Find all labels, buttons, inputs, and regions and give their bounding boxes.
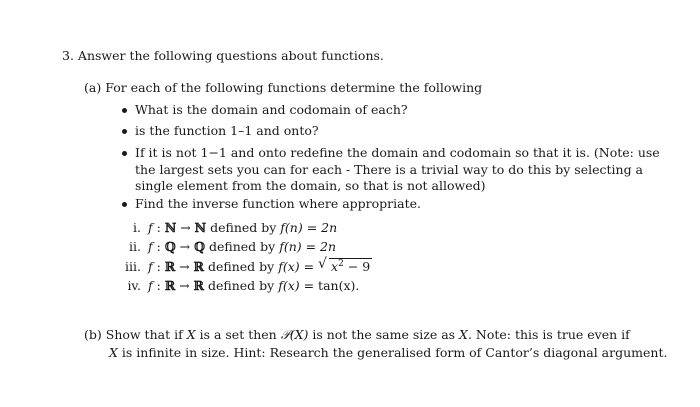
part-b-line-1: (b) Show that if X is a set then 𝒫(X) is not the same size as X. Note: this is true even if [84, 327, 630, 342]
function-numeral: iii. [125, 259, 141, 274]
function-numeral: iv. [127, 278, 141, 293]
bullet-item-continuation: single element from the domain, so that is not allowed) [135, 178, 486, 193]
question-number: 3. [62, 48, 74, 63]
part-b-label: (b) [84, 327, 102, 342]
bullet-item: is the function 1–1 and onto? [135, 123, 319, 138]
question-title: Answer the following questions about functions. [77, 48, 384, 63]
part-a-intro [84, 79, 482, 96]
bullet-icon [122, 108, 127, 113]
bullet-item: If it is not 1−1 and onto redefine the domain and codomain so that it is. (Note: use [135, 145, 660, 160]
function-numeral: ii. [129, 239, 141, 254]
part-a-label: (a) [84, 80, 102, 95]
bullet-icon [122, 202, 127, 207]
part-b-line-2: X is infinite in size. Hint: Research the generalised form of Cantor’s diagonal argument. [109, 345, 668, 360]
part-a-intro-text: For each of the following functions determine the following [105, 80, 483, 95]
bullet-item: Find the inverse function where appropriate. [135, 196, 421, 211]
bullet-icon [122, 129, 127, 134]
question-heading [62, 47, 384, 64]
function-item: f : ℝ → ℝ defined by f(x) = √ $x^2 - 9$ [148, 256, 371, 274]
function-item: f : ℚ → ℚ defined by f(n) = 2n [148, 239, 337, 254]
function-item: f : ℝ → ℝ defined by f(x) = tan(x). [148, 278, 360, 293]
sqrt-symbol: √ $x^2 - 9$ [318, 256, 371, 274]
bullet-icon [122, 151, 127, 156]
function-numeral: i. [133, 220, 141, 235]
bullet-item: What is the domain and codomain of each? [135, 102, 408, 117]
bullet-item-continuation: the largest sets you can for each - There is a trivial way to do this by selecting a [135, 162, 644, 177]
function-item: f : ℕ → ℕ defined by f(n) = 2n [148, 220, 338, 235]
